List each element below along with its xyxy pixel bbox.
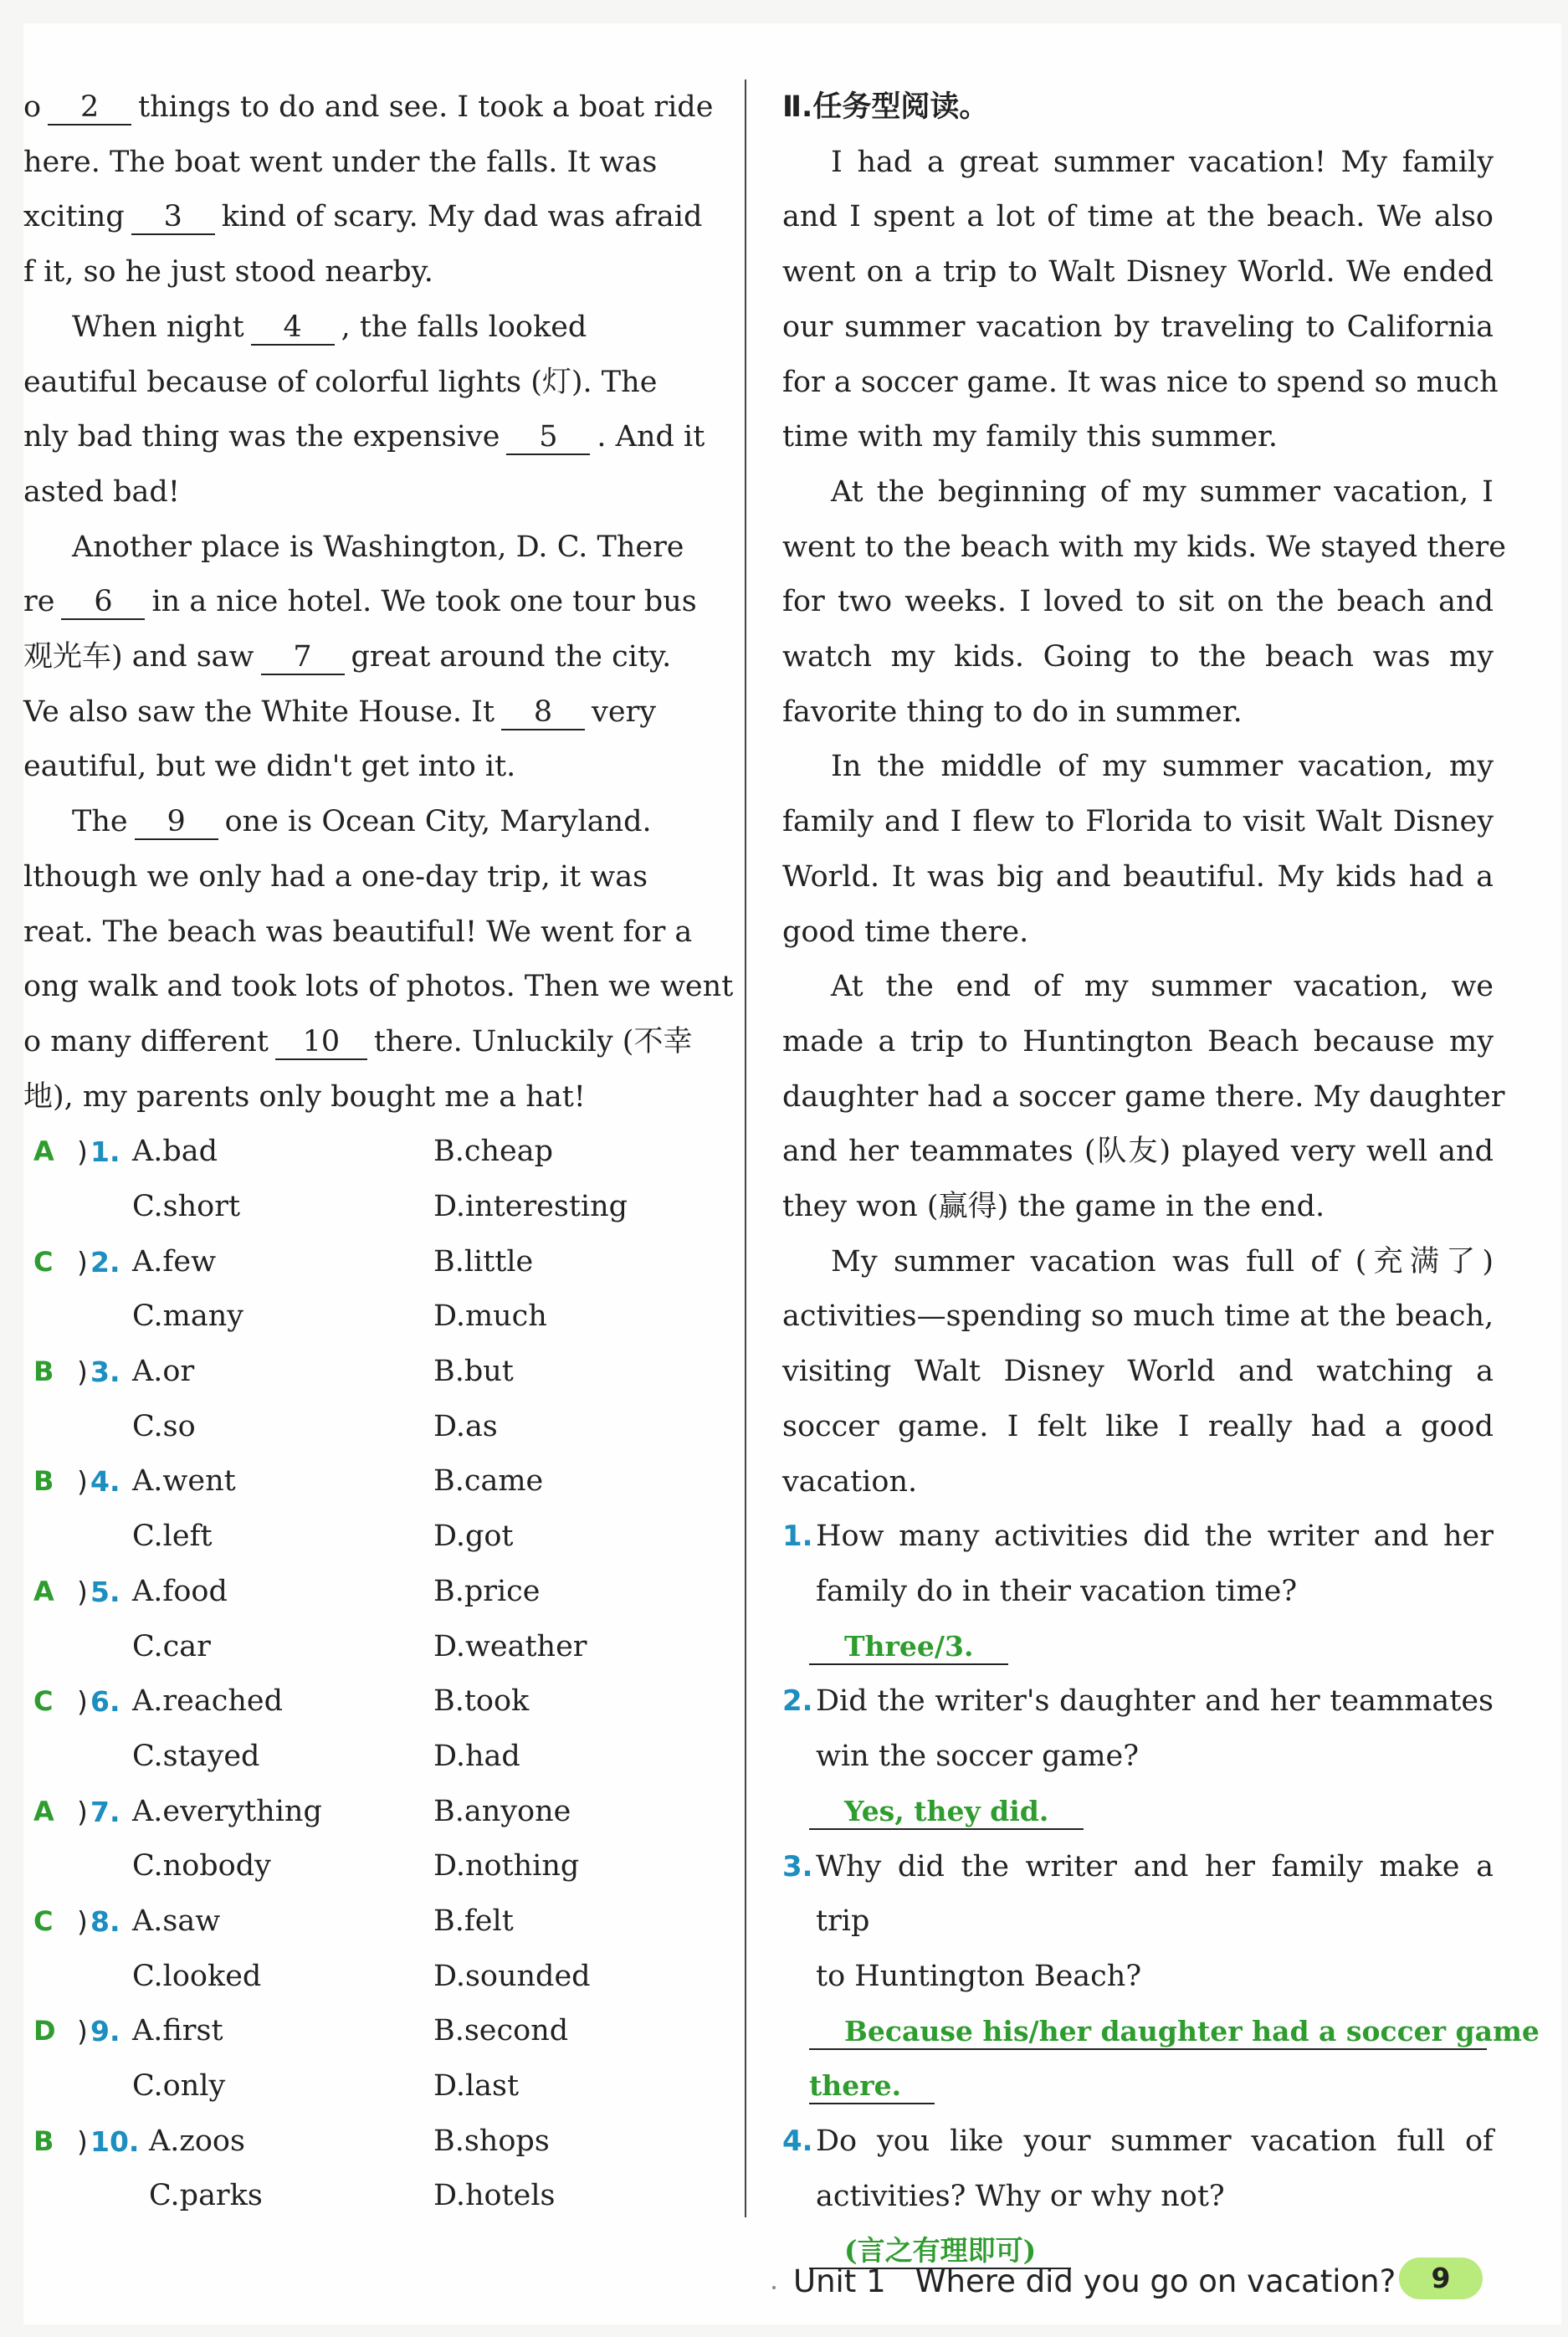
question-row	[23, 1400, 718, 1455]
answer-letter: A	[33, 1795, 54, 1827]
option-b: B.cheap	[433, 1135, 553, 1169]
passage-text: World. It was big and beautiful. My kids had a	[782, 859, 1494, 894]
passage-text: made a trip to Huntington Beach because my	[782, 1024, 1494, 1058]
passage-text: o	[23, 90, 42, 124]
option-a: A.reached	[132, 1684, 283, 1719]
passage-line	[782, 905, 1494, 961]
option-d: D.had	[433, 1739, 520, 1773]
option-a: A.saw	[132, 1904, 221, 1938]
passage-text: o many different	[23, 1024, 269, 1058]
option-a: A.food	[132, 1574, 228, 1608]
option-d: D.much	[433, 1299, 547, 1334]
option-d: D.interesting	[433, 1190, 628, 1224]
answer-line	[782, 2005, 1540, 2060]
option-d: D.as	[433, 1409, 498, 1443]
question-number: 2.	[90, 1245, 120, 1279]
question-row	[23, 2114, 718, 2170]
passage-text: went on a trip to Walt Disney World. We ended	[782, 255, 1494, 290]
blank-number: 5	[506, 420, 590, 455]
question-number: 5.	[90, 1575, 120, 1608]
question-line	[782, 1565, 1494, 1620]
passage-line	[782, 740, 1494, 795]
passage-text: eautiful because of colorful lights (灯). The	[23, 365, 658, 399]
passage-line	[782, 1400, 1494, 1455]
question-number: 9.	[90, 2015, 120, 2048]
option-b: B.second	[433, 2014, 569, 2048]
passage-line	[23, 850, 718, 905]
answer-letter: C	[33, 1685, 54, 1718]
passage-line	[782, 1015, 1494, 1070]
answer-letter: C	[33, 1904, 54, 1937]
question-number: 1.	[782, 1520, 813, 1554]
decorative-dot	[772, 2286, 776, 2289]
passage-text: soccer game. I felt like I really had a good	[782, 1409, 1494, 1443]
option-c: C.so	[132, 1409, 196, 1443]
passage-line	[782, 960, 1494, 1015]
question-text: How many activities did the writer and her	[816, 1520, 1494, 1554]
passage-line	[23, 300, 718, 356]
passage-line	[782, 685, 1494, 741]
passage-text: ong walk and took lots of photos. Then we went	[23, 970, 734, 1004]
question-row	[23, 1950, 718, 2005]
reading-question	[782, 2114, 1494, 2279]
passage-line	[782, 136, 1494, 191]
option-b: B.price	[433, 1574, 541, 1608]
reading-question	[782, 1840, 1540, 2115]
blank-number: 2	[48, 90, 131, 126]
question-line	[782, 2170, 1494, 2225]
question-row	[23, 1509, 718, 1565]
passage-line	[782, 1070, 1505, 1125]
answer-letter: D	[33, 2015, 56, 2047]
option-c: C.nobody	[132, 1849, 271, 1883]
blank-number: 8	[501, 695, 585, 730]
passage-line	[23, 80, 718, 136]
passage-text: Ve also saw the White House. It	[23, 694, 495, 729]
passage-line	[23, 465, 718, 520]
passage-text: good time there.	[782, 915, 1029, 949]
option-c: C.car	[132, 1629, 211, 1663]
passage-line	[782, 410, 1494, 465]
question-line	[782, 2114, 1494, 2170]
question-text: Did the writer's daughter and her teammates	[816, 1684, 1494, 1719]
option-b: B.shops	[433, 2124, 550, 2158]
answer-text: (言之有理即可)	[809, 2234, 1071, 2269]
passage-text: kind of scary. My dad was afraid	[221, 200, 703, 234]
passage-text: I had a great summer vacation! My family	[831, 145, 1494, 179]
option-a: A.bad	[132, 1135, 218, 1169]
question-text: win the soccer game?	[816, 1740, 1140, 1774]
passage-line	[782, 1180, 1494, 1235]
passage-line	[782, 300, 1494, 356]
passage-line	[782, 465, 1494, 520]
passage-text: activities—spending so much time at the beach,	[782, 1299, 1494, 1334]
option-a: A.first	[132, 2014, 223, 2048]
option-c: C.looked	[132, 1959, 262, 1993]
question-row	[23, 1785, 718, 1840]
question-row	[23, 1235, 718, 1290]
passage-line	[782, 850, 1494, 905]
option-d: D.weather	[433, 1629, 587, 1663]
paren: )	[77, 1685, 88, 1719]
answer-line	[782, 2059, 1494, 2114]
question-row	[23, 1180, 718, 1235]
question-row	[23, 1454, 718, 1509]
question-row	[23, 1730, 718, 1785]
question-line	[782, 1730, 1494, 1785]
passage-line	[23, 575, 718, 630]
passage-line	[782, 356, 1499, 411]
question-text: Do you like your summer vacation full of	[816, 2124, 1494, 2159]
option-c: C.short	[132, 1190, 241, 1224]
paren: )	[77, 1356, 88, 1389]
passage-line	[23, 356, 718, 411]
passage-line	[23, 410, 718, 465]
paren: )	[77, 1245, 88, 1279]
passage-line	[23, 795, 718, 850]
blank-number: 6	[61, 585, 145, 620]
answer-line	[782, 1785, 1494, 1840]
question-row	[23, 1565, 718, 1620]
question-row	[23, 1839, 718, 1894]
passage-text: our summer vacation by traveling to California	[782, 310, 1494, 344]
passage-text: , the falls looked	[341, 310, 587, 344]
passage-text: The	[72, 805, 128, 839]
reading-questions	[782, 1509, 1540, 2279]
answer-letter: B	[33, 1356, 54, 1388]
question-line	[782, 1509, 1494, 1565]
passage-text: reat. The beach was beautiful! We went for a	[23, 915, 693, 949]
passage-text: In the middle of my summer vacation, my	[831, 750, 1494, 784]
passage-text: very	[592, 694, 657, 729]
answer-letter: B	[33, 1465, 54, 1498]
question-number: 6.	[90, 1685, 120, 1719]
option-a: A.everything	[132, 1794, 322, 1828]
question-text: activities? Why or why not?	[816, 2179, 1225, 2213]
question-row	[23, 2169, 718, 2224]
passage-text: went to the beach with my kids. We stayed there	[782, 530, 1506, 564]
passage-text: At the beginning of my summer vacation, I	[831, 474, 1494, 509]
passage-line	[782, 1455, 1494, 1510]
blank-number: 7	[261, 640, 345, 675]
passage-line	[782, 245, 1494, 300]
passage-text: great around the city.	[351, 640, 672, 674]
question-row	[23, 1620, 718, 1675]
passage-text: there. Unluckily (不幸	[373, 1024, 693, 1058]
passage-line	[23, 136, 718, 191]
left-column	[23, 80, 734, 2224]
option-c: C.stayed	[132, 1739, 260, 1773]
passage-text: for a soccer game. It was nice to spend so much	[782, 365, 1499, 399]
question-number: 7.	[90, 1795, 120, 1828]
question-number: 4.	[782, 2124, 813, 2159]
blank-number: 3	[131, 200, 215, 235]
answer-letter: A	[33, 1135, 54, 1168]
passage-text: in a nice hotel. We took one tour bus	[151, 585, 697, 619]
footer-title: Where did you go on vacation?	[915, 2263, 1396, 2299]
passage-text: visiting Walt Disney World and watching a	[782, 1355, 1494, 1389]
passage-line	[23, 1015, 718, 1070]
passage-line	[23, 520, 718, 576]
question-number: 10.	[90, 2124, 140, 2158]
paren: )	[77, 1795, 88, 1828]
passage-text: lthough we only had a one-day trip, it was	[23, 859, 648, 894]
passage-line	[782, 520, 1506, 576]
passage-text: re	[23, 585, 55, 619]
question-line	[782, 1840, 1494, 1950]
passage-line	[23, 1070, 718, 1125]
passage-line	[782, 1289, 1494, 1345]
passage-text: family and I flew to Florida to visit Walt Disney	[782, 805, 1494, 839]
question-row	[23, 1125, 718, 1180]
column-divider	[745, 79, 746, 2217]
page-number-badge: 9	[1399, 2258, 1483, 2299]
option-d: D.sounded	[433, 1959, 591, 1993]
passage-line	[23, 685, 718, 741]
option-c: C.only	[132, 2069, 226, 2104]
passage-line	[23, 245, 718, 300]
passage-line	[23, 740, 718, 795]
right-column	[782, 80, 1540, 2279]
option-d: D.nothing	[433, 1849, 580, 1883]
option-b: B.felt	[433, 1904, 514, 1938]
question-number: 2.	[782, 1684, 813, 1719]
passage-text: When night	[72, 310, 244, 344]
passage-text: asted bad!	[23, 474, 180, 509]
footer	[793, 2263, 1396, 2299]
answer-text: Yes, they did.	[809, 1795, 1084, 1830]
reading-question	[782, 1674, 1494, 1839]
passage-text: things to do and see. I took a boat ride	[138, 90, 714, 124]
passage-text: for two weeks. I loved to sit on the beach and	[782, 585, 1494, 619]
passage-line	[782, 795, 1494, 850]
reading-question	[782, 1509, 1494, 1674]
passage-line	[23, 905, 718, 961]
passage-text: one is Ocean City, Maryland.	[224, 805, 652, 839]
passage-text: eautiful, but we didn't get into it.	[23, 750, 516, 784]
paren: )	[77, 2124, 88, 2158]
question-row	[23, 2004, 718, 2059]
option-d: D.last	[433, 2069, 520, 2104]
passage-text: favorite thing to do in summer.	[782, 694, 1243, 729]
passage-line	[23, 630, 718, 685]
passage-text: nly bad thing was the expensive	[23, 420, 500, 454]
answer-letter: B	[33, 2124, 54, 2157]
passage-line	[782, 575, 1494, 630]
answer-text: Three/3.	[809, 1630, 1008, 1665]
cloze-passage	[23, 80, 734, 1125]
paren: )	[77, 1465, 88, 1499]
answer-line	[782, 1620, 1494, 1675]
option-b: B.anyone	[433, 1794, 571, 1828]
question-number: 3.	[90, 1356, 120, 1389]
reading-passage	[782, 136, 1506, 1510]
paren: )	[77, 2015, 88, 2048]
question-number: 8.	[90, 1904, 120, 1938]
passage-text: time with my family this summer.	[782, 420, 1278, 454]
passage-text: xciting	[23, 200, 125, 234]
footer-unit: Unit 1	[793, 2263, 886, 2299]
paren: )	[77, 1575, 88, 1608]
passage-line	[782, 630, 1494, 685]
answer-text: Because his/her daughter had a soccer game	[809, 2015, 1487, 2050]
option-a: A.few	[132, 1244, 217, 1279]
question-number: 4.	[90, 1465, 120, 1499]
cloze-questions	[23, 1125, 718, 2224]
passage-text: and her teammates (队友) played very well and	[782, 1135, 1494, 1169]
passage-text: At the end of my summer vacation, we	[831, 970, 1494, 1004]
option-b: B.came	[433, 1464, 544, 1499]
question-text: to Huntington Beach?	[816, 1959, 1142, 1993]
question-row	[23, 1345, 718, 1400]
option-c: C.parks	[149, 2179, 263, 2213]
option-b: B.little	[433, 1244, 534, 1279]
passage-text: daughter had a soccer game there. My daughter	[782, 1079, 1505, 1114]
passage-line	[782, 190, 1494, 245]
answer-letter: C	[33, 1245, 54, 1278]
option-d: D.got	[433, 1520, 514, 1554]
passage-text: . And it	[597, 420, 705, 454]
passage-text: f it, so he just stood nearby.	[23, 255, 433, 290]
question-line	[782, 1950, 1494, 2005]
option-a: A.or	[132, 1355, 195, 1389]
passage-text: 观光车) and saw	[23, 640, 254, 674]
question-text: family do in their vacation time?	[816, 1574, 1298, 1608]
option-c: C.many	[132, 1299, 244, 1334]
passage-text: they won (赢得) the game in the end.	[782, 1190, 1325, 1224]
passage-text: here. The boat went under the falls. It was	[23, 145, 658, 179]
passage-line	[782, 1235, 1494, 1290]
question-number: 1.	[90, 1135, 120, 1169]
option-a: A.zoos	[149, 2124, 245, 2158]
option-b: B.took	[433, 1684, 530, 1719]
answer-text: there.	[809, 2069, 935, 2104]
option-c: C.left	[132, 1520, 213, 1554]
question-row	[23, 1289, 718, 1345]
passage-line	[782, 1125, 1494, 1180]
section-title: Ⅱ.任务型阅读。	[782, 90, 989, 124]
option-d: D.hotels	[433, 2179, 556, 2213]
answer-letter: A	[33, 1575, 54, 1607]
option-a: A.went	[132, 1464, 236, 1499]
question-row	[23, 2059, 718, 2114]
passage-text: vacation.	[782, 1464, 918, 1499]
question-row	[23, 1894, 718, 1950]
passage-line	[23, 190, 718, 245]
passage-text: 地), my parents only bought me a hat!	[23, 1079, 586, 1114]
passage-text: and I spent a lot of time at the beach. We also	[782, 200, 1494, 234]
blank-number: 10	[275, 1025, 367, 1060]
option-b: B.but	[433, 1355, 514, 1389]
question-row	[23, 1674, 718, 1730]
passage-text: Another place is Washington, D. C. There	[72, 530, 684, 564]
passage-text: watch my kids. Going to the beach was my	[782, 640, 1494, 674]
passage-line	[23, 960, 734, 1015]
paren: )	[77, 1904, 88, 1938]
blank-number: 9	[135, 805, 218, 840]
question-number: 3.	[782, 1849, 813, 1883]
paren: )	[77, 1135, 88, 1169]
passage-line	[782, 1345, 1494, 1400]
question-line	[782, 1674, 1494, 1730]
question-text: Why did the writer and her family make a trip	[816, 1849, 1494, 1939]
blank-number: 4	[251, 310, 335, 346]
passage-text: My summer vacation was full of (充满了)	[831, 1244, 1494, 1279]
